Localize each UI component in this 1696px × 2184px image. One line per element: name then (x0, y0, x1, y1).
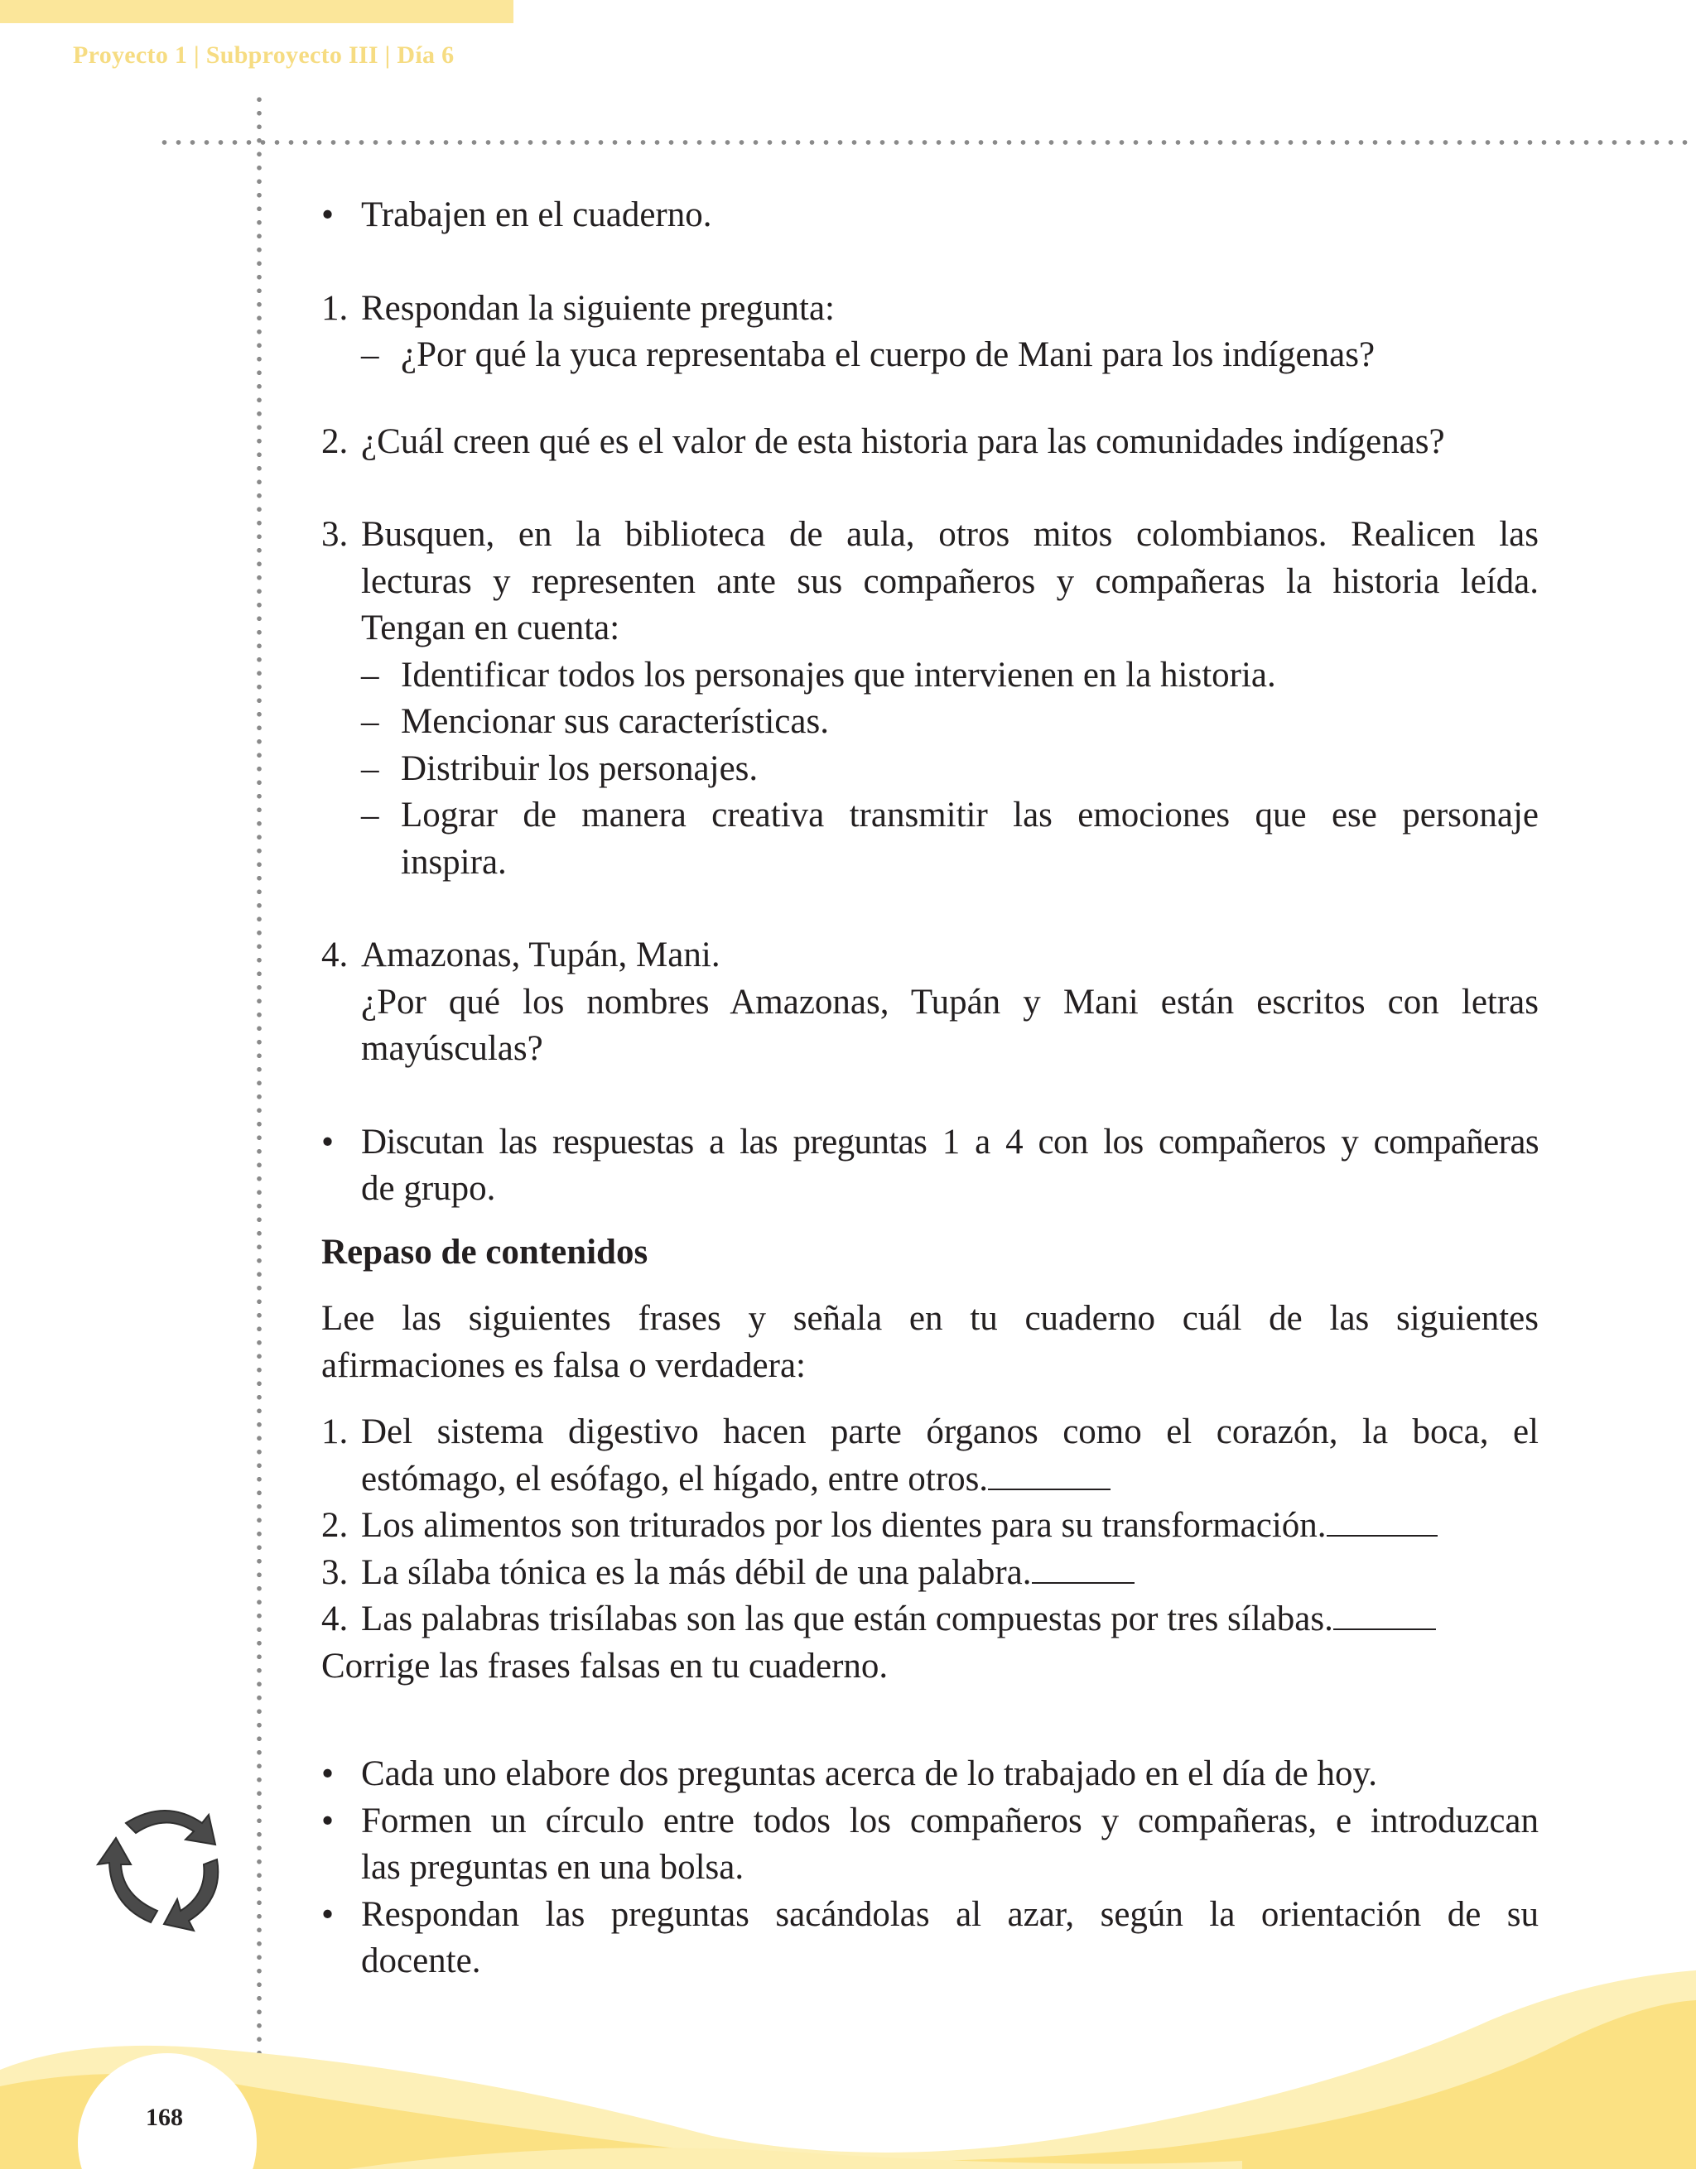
header-breadcrumb: Proyecto 1 | Subproyecto III | Día 6 (73, 41, 455, 69)
closing-bullet-2: • Formen un círculo entre todos los compañeros y compañeras, e introduzcan (321, 1801, 1539, 1840)
question-1: 1. Respondan la siguiente pregunta: (321, 288, 835, 328)
answer-blank (1032, 1554, 1135, 1584)
intro-bullet: • Trabajen en el cuaderno. (321, 192, 1539, 239)
question-4-line: ¿Por qué los nombres Amazonas, Tupán y Mani están escritos con letras (361, 982, 1539, 1022)
dotted-divider-horizontal (157, 139, 1696, 146)
review-intro-line: afirmaciones es falsa o verdadera: (321, 1345, 806, 1385)
question-3-item: – Mencionar sus características. (361, 702, 829, 741)
question-3-line: lecturas y representen ante sus compañeros y compañeras la historia leída. (361, 561, 1539, 601)
statement-4: 4. Las palabras trisílabas son las que están compuestas por tres sílabas. (321, 1596, 1539, 1643)
page-number: 168 (146, 2104, 183, 2131)
question-4-line: mayúsculas? (361, 1029, 543, 1068)
section-heading-review: Repaso de contenidos (321, 1232, 648, 1272)
page-content (321, 192, 1539, 1985)
discuss-bullet-cont: de grupo. (361, 1169, 496, 1208)
question-3: 3. Busquen, en la biblioteca de aula, otros mitos colombianos. Realicen las (321, 515, 1539, 554)
statement-1: 1. Del sistema digestivo hacen parte órganos como el corazón, la boca, el (321, 1412, 1539, 1451)
question-2: 2. ¿Cuál creen qué es el valor de esta historia para las comunidades indígenas? (321, 421, 1445, 461)
closing-bullet-2-cont: las preguntas en una bolsa. (361, 1848, 744, 1887)
dotted-divider-vertical (256, 93, 263, 2063)
statement-3: 3. La sílaba tónica es la más débil de una palabra. (321, 1550, 1539, 1597)
answer-blank (988, 1460, 1111, 1490)
question-3-item-cont: inspira. (401, 842, 507, 882)
dash-marker: – (361, 335, 379, 374)
question-3-line: Tengan en cuenta: (361, 609, 620, 647)
question-4: 4. Amazonas, Tupán, Mani. (321, 936, 720, 974)
header-accent-bar (0, 0, 513, 23)
answer-blank (1327, 1507, 1438, 1537)
closing-bullet-3-cont: docente. (361, 1941, 481, 1980)
question-3-item: – Distribuir los personajes. (361, 748, 759, 788)
closing-bullet-1: • Cada uno elabore dos preguntas acerca de lo trabajado en el día de hoy. (321, 1754, 1377, 1793)
question-3-item: – Identificar todos los personajes que intervienen en la historia. (361, 655, 1276, 695)
question-1-sub: – ¿Por qué la yuca representaba el cuerpo de Mani para los indígenas? (321, 332, 1539, 379)
closing-bullet-3: • Respondan las preguntas sacándolas al azar, según la orientación de su (321, 1894, 1539, 1934)
recycle-arrows-icon (93, 1790, 238, 1936)
review-intro-line: Lee las siguientes frases y señala en tu cuaderno cuál de las siguientes (321, 1299, 1539, 1338)
correct-instruction: Corrige las frases falsas en tu cuaderno. (321, 1646, 889, 1686)
answer-blank (1333, 1600, 1436, 1630)
statement-1-cont: estómago, el esófago, el hígado, entre otros. (321, 1456, 1539, 1503)
statement-2: 2. Los alimentos son triturados por los dientes para su transformación. (321, 1503, 1539, 1550)
bullet-marker: • (321, 195, 335, 234)
discuss-bullet: • Discutan las respuestas a las preguntas 1 a 4 con los compañeros y compañeras (321, 1122, 1539, 1162)
question-3-item: – Lograr de manera creativa transmitir las emociones que ese personaje (361, 796, 1539, 835)
